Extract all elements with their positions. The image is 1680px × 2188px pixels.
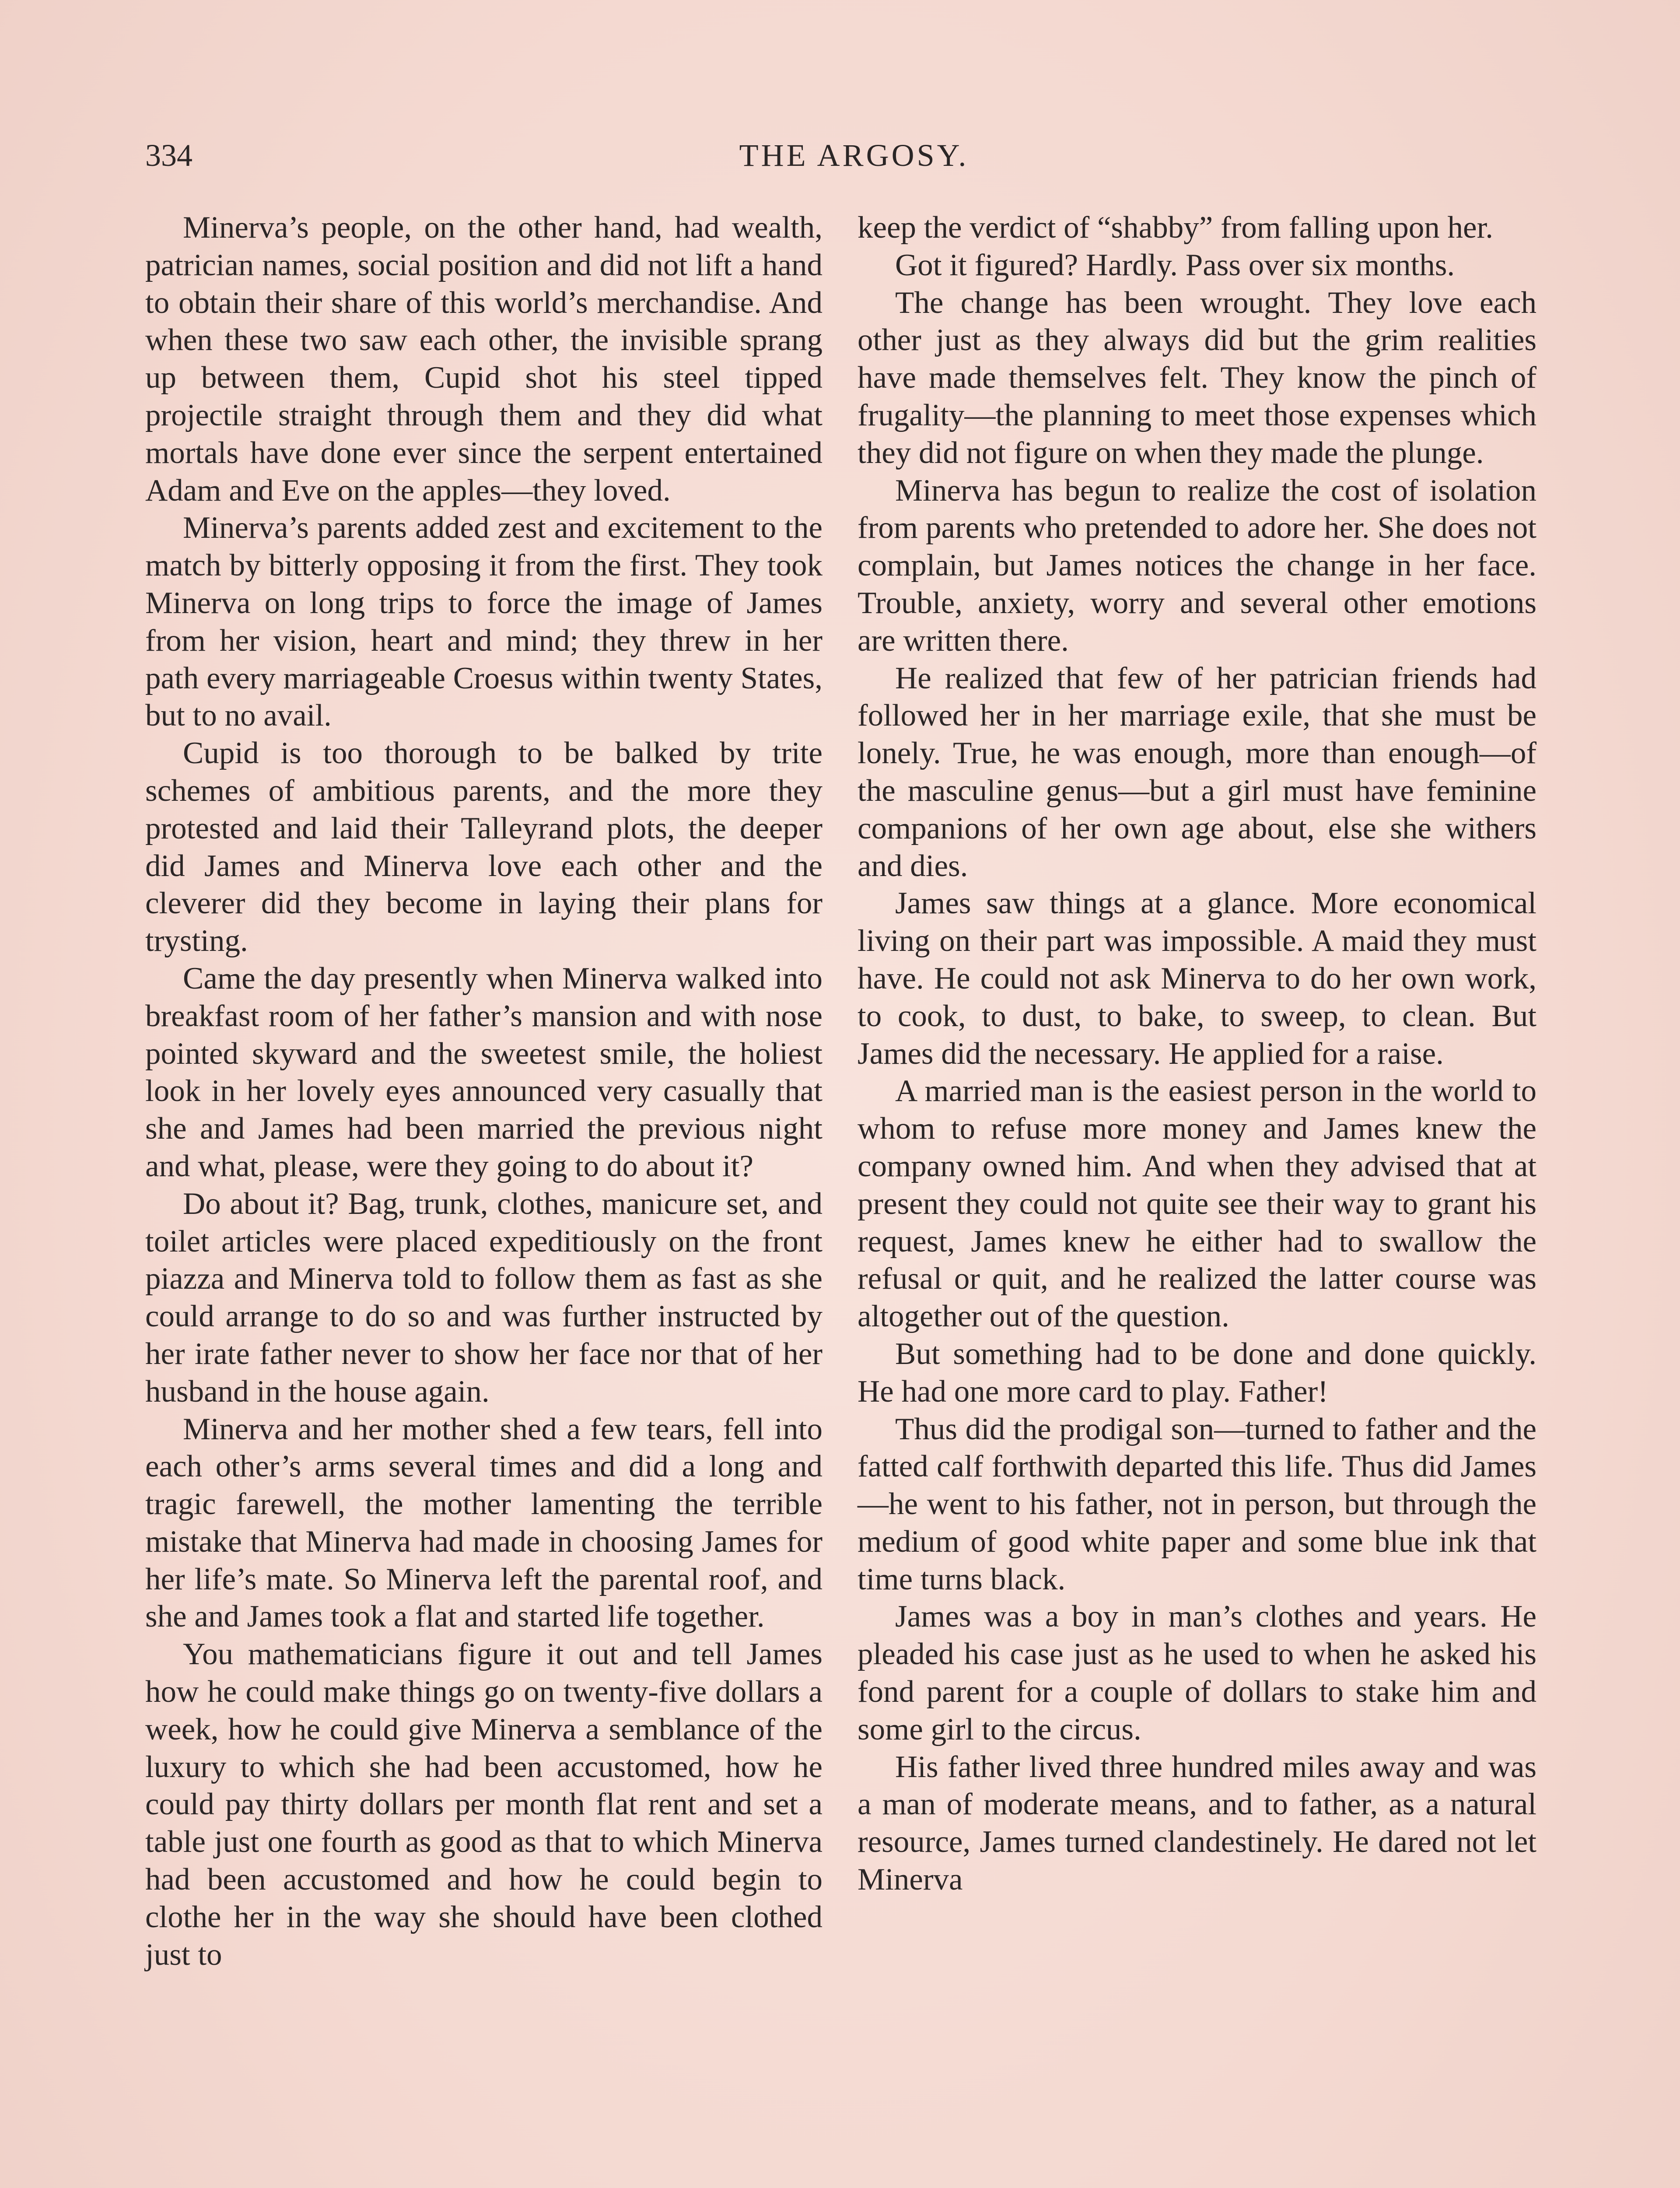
paragraph: Cupid is too thorough to be balked by trite schemes of ambitious parents, and the more they protested and laid their Talleyrand plots, the deeper did James and Minerva love each other and the cleverer did they become in laying their plans for trysting.: [145, 736, 822, 958]
paragraph: James was a boy in man’s clothes and years. He pleaded his case just as he used to when he asked his fond parent for a couple of dollars to stake him and some girl to the circus.: [858, 1599, 1536, 1746]
paragraph: Thus did the prodigal son—turned to father and the fatted calf forthwith departed this life. Thus did James—he went to his father, not in person, but through the medium of good white paper and some blue ink that time turns black.: [858, 1412, 1536, 1596]
paragraph: You mathematicians figure it out and tell James how he could make things go on twenty-five dollars a week, how he could give Minerva a semblance of the luxury to which she had been accustomed, how he could pay thirty dollars per month flat rent and set a table just one fourth as good as that to which Minerva had been accustomed and how he could begin to clothe her in the way she should have been clothed just to: [145, 1637, 822, 1972]
paragraph: He realized that few of her patrician friends had followed her in her marriage exile, that she must be lonely. True, he was enough, more than enough—of the masculine genus—but a girl must have feminine companions of her own age about, else she withers and dies.: [858, 661, 1536, 883]
paragraph: Do about it? Bag, trunk, clothes, manicure set, and toilet articles were placed expeditiously on the front piazza and Minerva told to follow them as fast as she could arrange to do so and was further instructed by her irate father never to show her face nor that of her husband in the house again.: [145, 1186, 822, 1409]
page-header: [145, 131, 1536, 179]
paragraph: The change has been wrought. They love each other just as they always did but the grim realities have made themselves felt. They know the pinch of frugality—the planning to meet those expenses which they did not figure on when they made the plunge.: [858, 285, 1536, 470]
paragraph: Minerva has begun to realize the cost of isolation from parents who pretended to adore her. She does not complain, but James notices the change in her face. Trouble, anxiety, worry and several other emotions are written there.: [858, 473, 1536, 658]
running-title: THE ARGOSY.: [739, 138, 969, 173]
paragraph: His father lived three hundred miles away and was a man of moderate means, and to father, as a natural resource, James turned clandestinely. He dared not let Minerva: [858, 1750, 1536, 1897]
paragraph: A married man is the easiest person in the world to whom to refuse more money and James knew the company owned him. And when they advised that at present they could not quite see their way to grant his request, James knew he either had to swallow the refusal or quit, and he realized the latter course was altogether out of the question.: [858, 1074, 1536, 1334]
paragraph: Minerva and her mother shed a few tears, fell into each other’s arms several times and did a long and tragic farewell, the mother lamenting the terrible mistake that Minerva had made in choosing James for her life’s mate. So Minerva left the parental roof, and she and James took a flat and started life together.: [145, 1412, 822, 1634]
paragraph: Got it figured? Hardly. Pass over six months.: [895, 248, 1455, 282]
paragraph: Came the day presently when Minerva walked into breakfast room of her father’s mansion and with nose pointed skyward and the sweetest smile, the holiest look in her lovely eyes announced very casually that she and James had been married the previous night and what, please, were they going to do about it?: [145, 961, 822, 1183]
paragraph: Minerva’s parents added zest and excitement to the match by bitterly opposing it from the first. They took Minerva on long trips to force the image of James from her vision, heart and mind; they threw in her path every marriageable Croesus within twenty States, but to no avail.: [145, 511, 822, 733]
paragraph: Minerva’s people, on the other hand, had wealth, patrician names, social position and did not lift a hand to obtain their share of this world’s merchandise. And when these two saw each other, the invisible sprang up between them, Cupid shot his steel tipped projectile straight through them and they did what mortals have done ever since the serpent entertained Adam and Eve on the apples—they loved.: [145, 210, 822, 508]
right-column: [858, 209, 1536, 1899]
left-column: [145, 209, 822, 1974]
paragraph: But something had to be done and done quickly. He had one more card to play. Father!: [858, 1336, 1536, 1409]
page-number: 334: [145, 138, 192, 173]
continued-paragraph: keep the verdict of “shabby” from falling upon her.: [858, 210, 1494, 245]
paragraph: James saw things at a glance. More economical living on their part was impossible. A maid they must have. He could not ask Minerva to do her own work, to cook, to dust, to bake, to sweep, to clean. But James did the necessary. He applied for a raise.: [858, 886, 1536, 1071]
